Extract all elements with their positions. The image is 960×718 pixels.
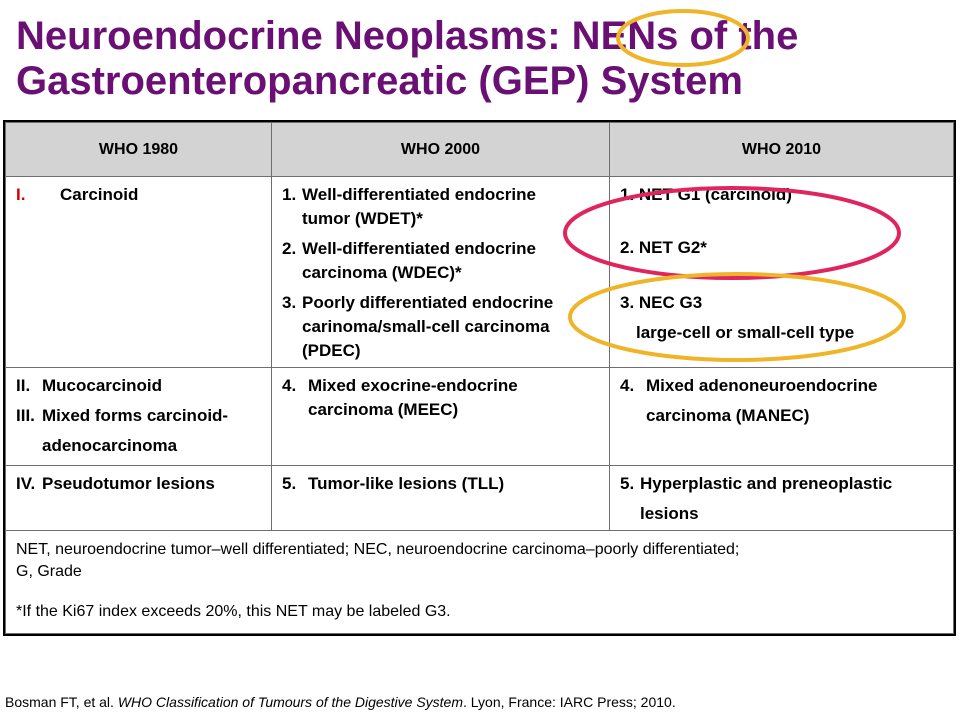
item-text: carinoma/small-cell carcinoma: [302, 317, 550, 336]
table-row: [6, 368, 954, 466]
item-text: carcinoma (MANEC): [646, 406, 810, 425]
item-subtext: large-cell or small-cell type: [636, 323, 855, 342]
citation-publisher: . Lyon, France: IARC Press; 2010.: [463, 694, 676, 710]
list-item: [620, 472, 945, 526]
cell-who2010-row3: [610, 466, 954, 531]
list-item: [620, 374, 945, 428]
list-item: [16, 374, 263, 398]
category-label: Pseudotumor lesions: [42, 474, 215, 493]
cell-who2010-row2: [610, 368, 954, 466]
list-item: [16, 183, 263, 207]
item-text: Hyperplastic and preneoplastic: [640, 474, 893, 493]
item-text: Mixed adenoneuroendocrine: [646, 376, 878, 395]
classification-table: [5, 122, 954, 634]
item-text: carcinoma (MEEC): [308, 400, 459, 419]
item-number: 3.: [282, 293, 297, 312]
table-header-row: [6, 123, 954, 177]
list-item: [16, 472, 263, 496]
category-label: Carcinoid: [60, 185, 139, 204]
citation-book-title: WHO Classification of Tumours of the Digestive System: [117, 694, 464, 710]
list-item: [282, 472, 601, 496]
header-who-2010: WHO 2010: [610, 123, 954, 177]
cell-who1980-row3: [6, 466, 272, 531]
table-row: [6, 466, 954, 531]
list-item: 3. NEC G3: [620, 293, 703, 312]
item-text: tumor (WDET)*: [302, 209, 423, 228]
footnote-ki67: *If the Ki67 index exceeds 20%, this NET may be labeled G3.: [16, 603, 451, 620]
roman-numeral: IV.: [16, 474, 36, 493]
cell-who2000-row3: [272, 466, 610, 531]
list-item: 1. NET G1 (carcinoid): [620, 185, 792, 204]
item-number: 5.: [282, 474, 297, 493]
cell-who1980-row2: [6, 368, 272, 466]
item-text: Poorly differentiated endocrine: [302, 293, 554, 312]
item-text: Well-differentiated endocrine: [302, 239, 536, 258]
category-label: adenocarcinoma: [42, 436, 178, 455]
item-number: 1.: [282, 185, 297, 204]
footnote-grade: G, Grade: [16, 563, 82, 580]
list-item: [16, 404, 263, 458]
category-label: Mixed forms carcinoid-: [42, 406, 229, 425]
citation: [5, 693, 676, 711]
cell-who2000-row1: [272, 177, 610, 368]
roman-numeral: II.: [16, 376, 31, 395]
item-number: 2.: [282, 239, 297, 258]
slide-title-line-1: Neuroendocrine Neoplasms: NENs of the: [16, 14, 799, 58]
item-text: carcinoma (WDEC)*: [302, 263, 462, 282]
footnote-abbreviations: NET, neuroendocrine tumor–well differentiated; NEC, neuroendocrine carcinoma–poorly differentiated;: [16, 541, 740, 558]
classification-table-frame: [3, 120, 956, 636]
item-number: 5.: [620, 474, 635, 493]
item-text: lesions: [640, 504, 699, 523]
cell-who2010-row1: [610, 177, 954, 368]
list-item: [282, 183, 601, 231]
item-number: 4.: [282, 376, 297, 395]
table-row: [6, 177, 954, 368]
list-item: 2. NET G2*: [620, 238, 707, 257]
category-label: Mucocarcinoid: [42, 376, 162, 395]
roman-numeral: III.: [16, 406, 35, 425]
list-item: [282, 237, 601, 285]
list-item: [282, 291, 601, 363]
list-item: [282, 374, 601, 422]
header-who-2000: WHO 2000: [272, 123, 610, 177]
roman-numeral: I.: [16, 185, 26, 204]
table-footnote-row: [6, 531, 954, 634]
citation-authors: Bosman FT, et al.: [5, 694, 118, 710]
cell-who2000-row2: [272, 368, 610, 466]
item-number: 4.: [620, 376, 635, 395]
item-text: (PDEC): [302, 341, 361, 360]
item-text: Tumor-like lesions (TLL): [308, 474, 505, 493]
item-text: Mixed exocrine-endocrine: [308, 376, 518, 395]
footnote-cell: [6, 531, 954, 634]
header-who-1980: WHO 1980: [6, 123, 272, 177]
slide-title: [16, 14, 946, 104]
item-text: Well-differentiated endocrine: [302, 185, 536, 204]
slide-title-line-2: Gastroenteropancreatic (GEP) System: [16, 59, 743, 103]
cell-who1980-row1: [6, 177, 272, 368]
